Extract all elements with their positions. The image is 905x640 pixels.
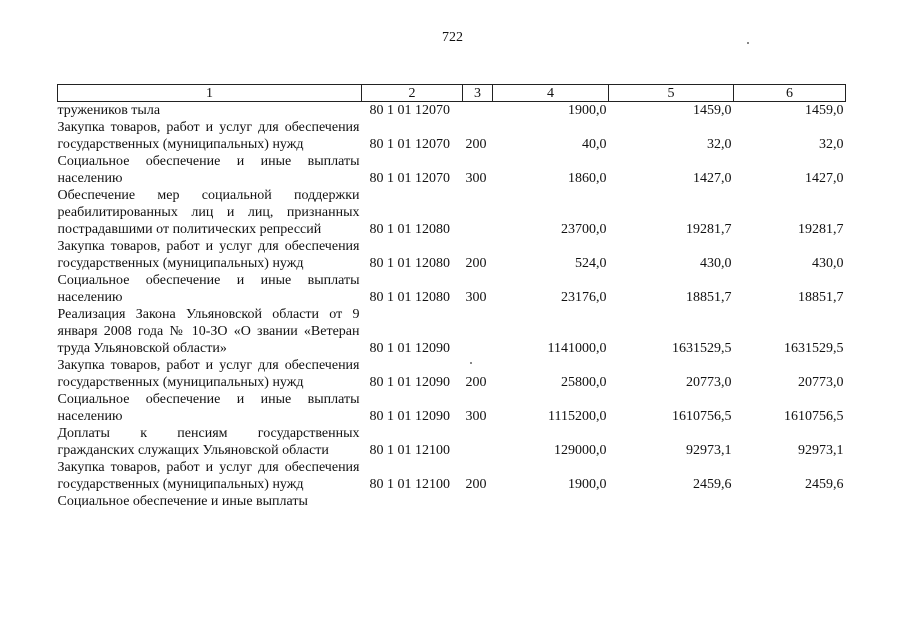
row-description: Закупка товаров, работ и услуг для обеспечения государственных (муниципальных) нужд: [57, 358, 360, 390]
row-description: Реализация Закона Ульяновской области от 9 января 2008 года № 10-ЗО «О звании «Ветеран труда Ульяновской области»: [57, 307, 360, 356]
row-code: 80 1 01 12070: [369, 137, 450, 152]
row-expense-type: [463, 102, 493, 120]
scan-dot: [470, 362, 472, 364]
row-value-col6: 19281,7: [798, 222, 844, 237]
row-value-col6: 1631529,5: [784, 341, 844, 356]
row-value-col5: 20773,0: [686, 375, 732, 390]
row-value-col4: 40,0: [582, 137, 607, 152]
row-code: [362, 493, 463, 510]
row-code: 80 1 01 12090: [369, 375, 450, 390]
row-value-col6: 92973,1: [798, 443, 844, 458]
row-value-col5: 2459,6: [693, 477, 732, 492]
row-value-col5: 1459,0: [693, 103, 732, 118]
row-value-col5: 19281,7: [686, 222, 732, 237]
table-row: [58, 391, 846, 425]
row-value-col4: 1141000,0: [547, 341, 607, 356]
table-header-row: [58, 85, 846, 102]
row-value-col5: 1427,0: [693, 171, 732, 186]
column-header-5: 5: [609, 85, 734, 102]
row-value-col5: 18851,7: [686, 290, 732, 305]
table-row: [58, 119, 846, 153]
table-body: [58, 102, 846, 511]
row-value-col5: 430,0: [700, 256, 732, 271]
row-value-col6: [734, 493, 846, 510]
row-code: 80 1 01 12070: [369, 171, 450, 186]
scan-dot: [747, 42, 749, 44]
row-value-col5: 1631529,5: [672, 341, 732, 356]
table-row: [58, 306, 846, 357]
row-code: 80 1 01 12090: [369, 341, 450, 356]
table-row: [58, 238, 846, 272]
budget-table: [57, 84, 846, 510]
row-value-col6: 430,0: [812, 256, 844, 271]
row-code: 80 1 01 12100: [369, 477, 450, 492]
row-expense-type: 200: [465, 477, 487, 492]
row-expense-type: 200: [465, 137, 487, 152]
row-code: 80 1 01 12080: [369, 290, 450, 305]
row-value-col5: 1610756,5: [672, 409, 732, 424]
row-value-col6: 2459,6: [805, 477, 844, 492]
row-description: Социальное обеспечение и иные выплаты населению: [57, 154, 360, 186]
column-header-4: 4: [493, 85, 609, 102]
row-value-col4: 524,0: [575, 256, 607, 271]
row-value-col6: 18851,7: [798, 290, 844, 305]
row-description: Закупка товаров, работ и услуг для обеспечения государственных (муниципальных) нужд: [57, 460, 360, 492]
row-expense-type: [463, 306, 493, 357]
column-header-2: 2: [362, 85, 463, 102]
row-value-col4: 23700,0: [561, 222, 607, 237]
row-value-col5: 32,0: [707, 137, 732, 152]
table-row: [58, 153, 846, 187]
row-expense-type: 300: [465, 171, 487, 186]
table-row: [58, 493, 846, 510]
row-expense-type: 300: [465, 409, 487, 424]
table-row: [58, 357, 846, 391]
table-row: [58, 459, 846, 493]
table-row: [58, 102, 846, 120]
row-value-col4: 1900,0: [568, 103, 607, 118]
row-description: тружеников тыла: [57, 103, 161, 118]
row-description: Социальное обеспечение и иные выплаты: [57, 494, 308, 509]
row-value-col4: 129000,0: [554, 443, 607, 458]
row-code: 80 1 01 12100: [369, 443, 450, 458]
row-description: Закупка товаров, работ и услуг для обеспечения государственных (муниципальных) нужд: [57, 239, 360, 271]
row-value-col4: 1115200,0: [548, 409, 607, 424]
row-value-col5: 92973,1: [686, 443, 732, 458]
row-expense-type: 200: [465, 256, 487, 271]
row-description: Социальное обеспечение и иные выплаты населению: [57, 392, 360, 424]
table-row: [58, 425, 846, 459]
row-value-col4: 25800,0: [561, 375, 607, 390]
row-expense-type: [463, 187, 493, 238]
row-value-col6: 32,0: [819, 137, 844, 152]
row-code: 80 1 01 12070: [369, 103, 450, 118]
row-code: 80 1 01 12080: [369, 222, 450, 237]
row-expense-type: [463, 425, 493, 459]
row-expense-type: 300: [465, 290, 487, 305]
row-value-col4: 23176,0: [561, 290, 607, 305]
row-value-col4: [493, 493, 609, 510]
row-description: Закупка товаров, работ и услуг для обеспечения государственных (муниципальных) нужд: [57, 120, 360, 152]
row-value-col4: 1900,0: [568, 477, 607, 492]
row-code: 80 1 01 12080: [369, 256, 450, 271]
row-code: 80 1 01 12090: [369, 409, 450, 424]
row-value-col5: [609, 493, 734, 510]
row-value-col6: 1427,0: [805, 171, 844, 186]
row-expense-type: [463, 493, 493, 510]
row-value-col4: 1860,0: [568, 171, 607, 186]
row-value-col6: 1459,0: [805, 103, 844, 118]
column-header-6: 6: [734, 85, 846, 102]
row-description: Доплаты к пенсиям государственных гражданских служащих Ульяновской области: [57, 426, 360, 458]
row-expense-type: 200: [465, 375, 487, 390]
row-description: Социальное обеспечение и иные выплаты населению: [57, 273, 360, 305]
page-number: 722: [442, 30, 463, 45]
row-description: Обеспечение мер социальной поддержки реабилитированных лиц и лиц, признанных пострадавшими от политических репрессий: [57, 188, 360, 237]
row-value-col6: 20773,0: [798, 375, 844, 390]
column-header-3: 3: [463, 85, 493, 102]
row-value-col6: 1610756,5: [784, 409, 844, 424]
column-header-1: 1: [58, 85, 362, 102]
table-row: [58, 272, 846, 306]
table-row: [58, 187, 846, 238]
